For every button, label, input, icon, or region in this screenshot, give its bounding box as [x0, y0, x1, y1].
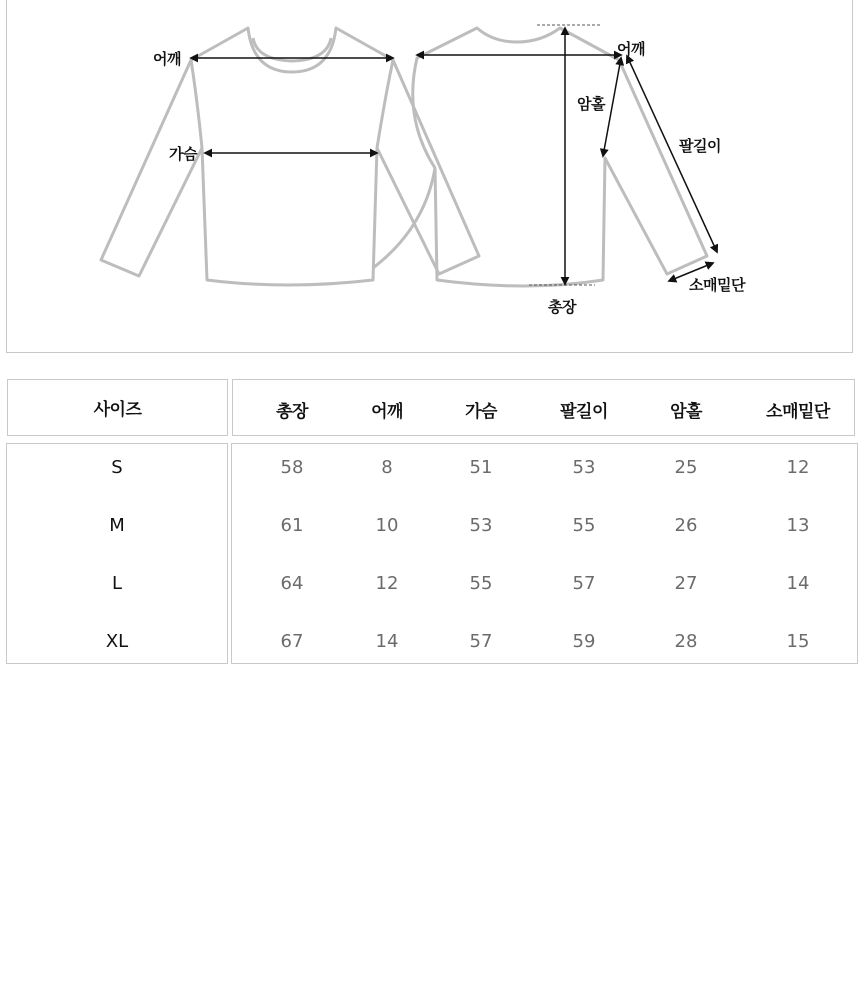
- value-cell: 10: [375, 515, 399, 536]
- value-cell: 53: [572, 457, 596, 478]
- value-cell: 59: [572, 631, 596, 652]
- header-armhole: 암홀: [670, 402, 702, 422]
- value-cell: 26: [674, 515, 698, 536]
- size-cell: L: [111, 573, 123, 594]
- value-cell: 64: [280, 573, 304, 594]
- front-shoulder-label: 어깨: [153, 50, 181, 68]
- header-shoulder: 어깨: [371, 402, 403, 422]
- garment-illustration: [7, 0, 854, 353]
- value-cell: 51: [469, 457, 493, 478]
- value-cell: 27: [674, 573, 698, 594]
- value-cell: 14: [786, 573, 810, 594]
- size-cell: XL: [105, 631, 129, 652]
- value-cell: 67: [280, 631, 304, 652]
- value-cell: 8: [381, 457, 393, 478]
- size-header-label: 사이즈: [93, 400, 142, 420]
- size-column-header: [7, 379, 228, 436]
- measurement-column-headers: [232, 379, 855, 436]
- total-length-label: 총장: [548, 298, 576, 316]
- header-sleeve-hem: 소매밑단: [766, 402, 830, 422]
- header-sleeve-length: 팔길이: [560, 402, 608, 422]
- value-cell: 53: [469, 515, 493, 536]
- measurement-values: [231, 443, 858, 664]
- value-cell: 13: [786, 515, 810, 536]
- sleeve-length-label: 팔길이: [679, 137, 721, 155]
- header-chest: 가슴: [465, 402, 497, 422]
- value-cell: 55: [572, 515, 596, 536]
- measurement-diagram: [6, 0, 853, 353]
- value-cell: 61: [280, 515, 304, 536]
- size-cell: S: [111, 457, 123, 478]
- back-shoulder-label: 어깨: [617, 40, 645, 58]
- value-cell: 28: [674, 631, 698, 652]
- armhole-label: 암홀: [577, 95, 605, 113]
- value-cell: 58: [280, 457, 304, 478]
- back-garment-outline: [373, 28, 707, 286]
- value-cell: 15: [786, 631, 810, 652]
- value-cell: 25: [674, 457, 698, 478]
- size-cell: M: [109, 515, 125, 536]
- value-cell: 55: [469, 573, 493, 594]
- header-total-length: 총장: [276, 402, 308, 422]
- value-cell: 12: [786, 457, 810, 478]
- value-cell: 57: [469, 631, 493, 652]
- value-cell: 57: [572, 573, 596, 594]
- sleeve-hem-label: 소매밑단: [689, 276, 745, 294]
- size-column: [6, 443, 228, 664]
- front-chest-label: 가슴: [169, 145, 197, 163]
- value-cell: 14: [375, 631, 399, 652]
- value-cell: 12: [375, 573, 399, 594]
